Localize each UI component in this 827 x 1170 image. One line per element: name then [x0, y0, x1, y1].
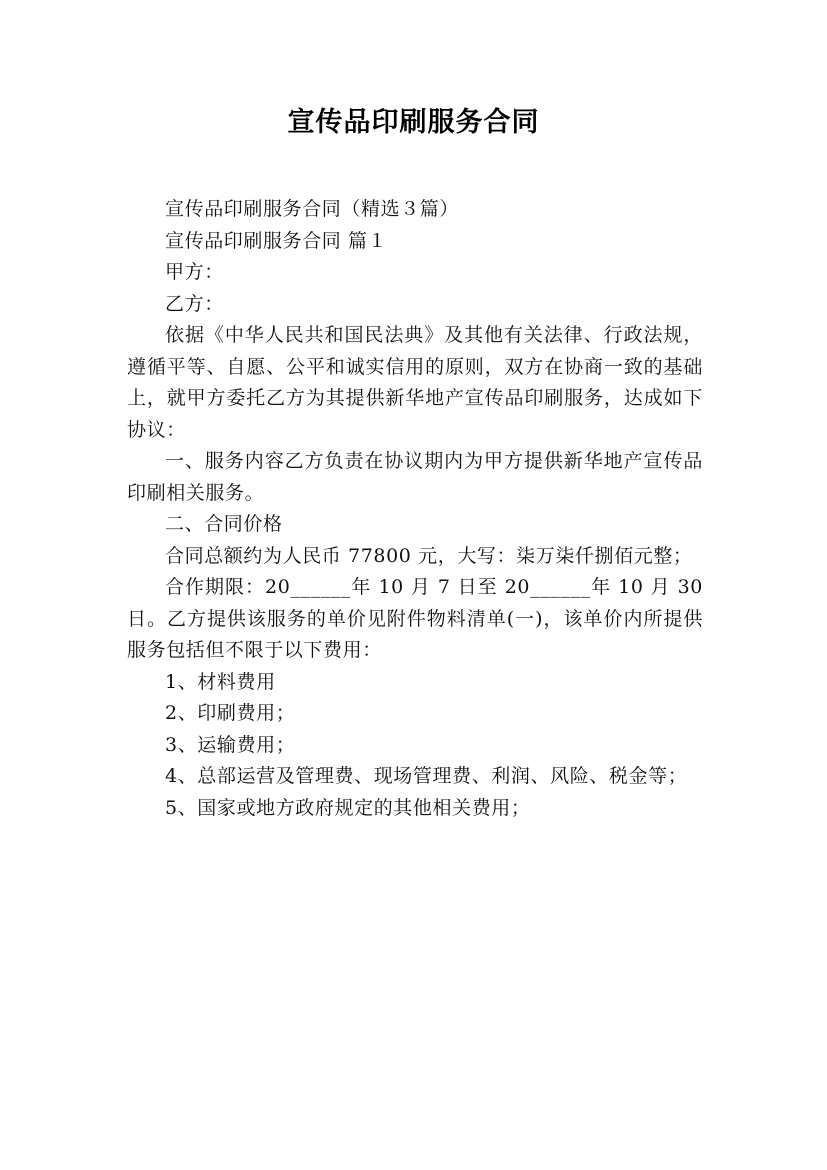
paragraph-party-a: 甲方： [165, 261, 224, 283]
paragraph-contract-amount: 合同总额约为人民币 77800 元，大写：柒万柒仟捌佰元整； [165, 544, 693, 567]
paragraph-cooperation-period: 合作期限：20______年 10 月 7 日至 20______年 10 月 30 日。乙方提供该服务的单价见附件物料清单(一)，该单价内所提供服务包括但不限于以下费用： [127, 576, 703, 661]
list-item-other-fee: 5、国家或地方政府规定的其他相关费用； [165, 796, 531, 819]
paragraph-party-b: 乙方： [165, 292, 224, 315]
paragraph-service-content: 一、服务内容乙方负责在协议期内为甲方提供新华地产宣传品印刷相关服务。 [127, 450, 703, 504]
paragraph-subtitle: 宣传品印刷服务合同（精选３篇） [165, 198, 460, 220]
list-item-printing-fee: 2、印刷费用； [165, 702, 296, 724]
paragraph-section-heading: 宣传品印刷服务合同 篇１ [165, 229, 388, 252]
paragraph-price-heading: 二、合同价格 [165, 513, 283, 535]
list-item-transport-fee: 3、运输费用； [165, 733, 296, 756]
document-title: 宣传品印刷服务合同 [287, 107, 540, 138]
document-body [127, 194, 703, 824]
paragraph-preamble: 依据《中华人民共和国民法典》及其他有关法律、行政法规，遵循平等、自愿、公平和诚实信用的原则，双方在协商一致的基础上，就甲方委托乙方为其提供新华地产宣传品印刷服务，达成如下协议： [127, 324, 703, 441]
list-item-material-fee: 1、材料费用 [165, 670, 276, 693]
list-item-management-fee: 4、总部运营及管理费、现场管理费、利润、风险、税金等； [165, 765, 688, 787]
